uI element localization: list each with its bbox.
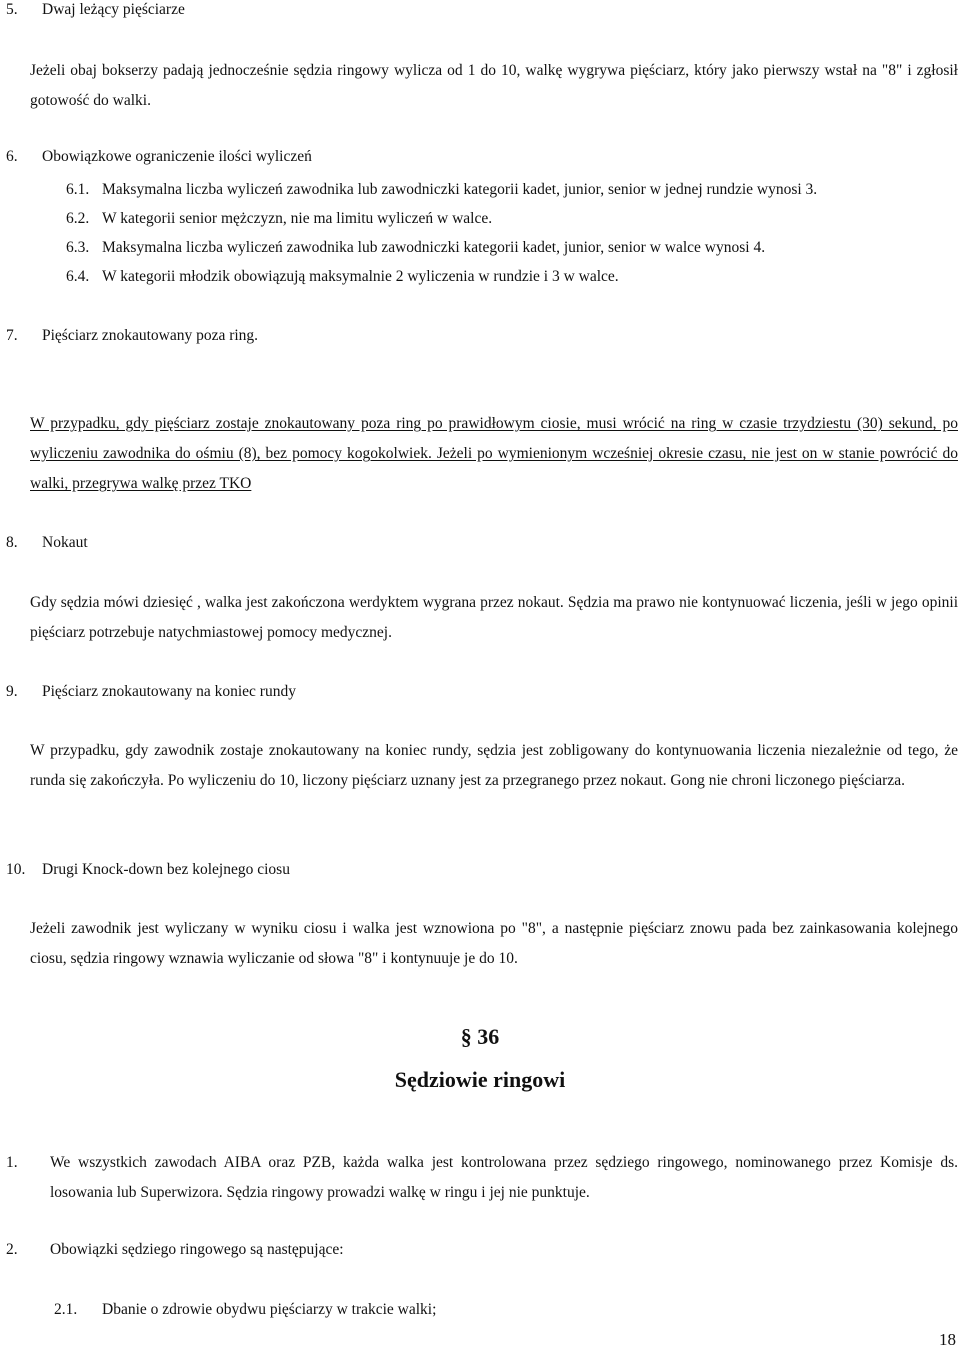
section-5-heading (6, 0, 185, 20)
section-7-heading (6, 326, 258, 346)
section-number: 9. (6, 683, 18, 700)
section-number: 10. (6, 861, 26, 878)
section-10-paragraph: Jeżeli zawodnik jest wyliczany w wyniku ciosu i walka jest wznowiona po "8", a następnie pięściarz znowu pada bez zainkasowania kolejnego ciosu, sędzia ringowy wznawia wyliczanie od słowa "8" i kontynuuje je do 10. (30, 920, 958, 967)
section-10-heading (6, 860, 290, 880)
item-number: 2.1. (54, 1301, 78, 1318)
section-8-heading (6, 533, 88, 553)
list-item-6-2 (66, 209, 492, 229)
section-9-heading (6, 682, 296, 702)
section-title: Obowiązkowe ograniczenie ilości wyliczeń (42, 148, 312, 165)
item-text: Maksymalna liczba wyliczeń zawodnika lub zawodniczki kategorii kadet, junior, senior w walce wynosi 4. (102, 239, 766, 256)
section-number: 7. (6, 327, 18, 344)
chapter-item-2 (6, 1240, 344, 1260)
item-text: W kategorii senior mężczyzn, nie ma limitu wyliczeń w walce. (102, 210, 493, 227)
list-item-6-4 (66, 267, 619, 287)
section-9-paragraph: W przypadku, gdy zawodnik zostaje znokautowany na koniec rundy, sędzia jest zobligowany do kontynuowania liczenia niezależnie od tego, że runda się zakończyła. Po wyliczeniu do 10, liczony pięściarz uznany jest za przegranego przez nokaut. Gong nie chroni liczonego pięściarza. (30, 742, 958, 789)
list-item-6-1 (66, 180, 817, 200)
item-text: Obowiązki sędziego ringowego są następujące: (50, 1241, 344, 1258)
item-number: 6.4. (66, 268, 90, 285)
section-title: Pięściarz znokautowany poza ring. (42, 327, 259, 344)
section-title: Pięściarz znokautowany na koniec rundy (42, 683, 296, 700)
item-text: Maksymalna liczba wyliczeń zawodnika lub zawodniczki kategorii kadet, junior, senior w jednej rundzie wynosi 3. (102, 181, 818, 198)
item-number: 6.3. (66, 239, 90, 256)
section-7-paragraph: W przypadku, gdy pięściarz zostaje znokautowany poza ring po prawidłowym ciosie, musi wrócić na ring w czasie trzydziestu (30) sekund, po wyliczeniu zawodnika do ośmiu (8), bez pomocy kogokolwiek. Jeżeli po wymienionym wcześniej okresie czasu, nie jest on w stanie powrócić do walki, przegrywa walkę przez TKO (30, 415, 958, 492)
section-8-paragraph: Gdy sędzia mówi dziesięć , walka jest zakończona werdyktem wygrana przez nokaut. Sędzia ma prawo nie kontynuować liczenia, jeśli w jego opinii pięściarz potrzebuje natychmiastowej pomocy medycznej. (30, 594, 958, 641)
item-number: 6.1. (66, 181, 90, 198)
chapter-item-1-number: 1. (6, 1154, 18, 1171)
chapter-subitem-2-1 (54, 1300, 436, 1320)
item-text: W kategorii młodzik obowiązują maksymalnie 2 wyliczenia w rundzie i 3 w walce. (102, 268, 619, 285)
chapter-item-1-paragraph: We wszystkich zawodach AIBA oraz PZB, każda walka jest kontrolowana przez sędziego ringowego, nominowanego przez Komisje ds. losowania lub Superwizora. Sędzia ringowy prowadzi walkę w ringu i jej nie punktuje. (50, 1154, 958, 1201)
section-5-paragraph: Jeżeli obaj bokserzy padają jednocześnie sędzia ringowy wylicza od 1 do 10, walkę wygrywa pięściarz, który jako pierwszy wstał na "8" i zgłosił gotowość do walki. (30, 62, 958, 109)
section-number: 5. (6, 1, 18, 18)
list-item-6-3 (66, 238, 765, 258)
section-title: Dwaj leżący pięściarze (42, 1, 185, 18)
chapter-title: Sędziowie ringowi (394, 1067, 566, 1092)
paragraph-mark: § 36 (460, 1024, 500, 1049)
item-number: 2. (6, 1241, 18, 1258)
section-title: Nokaut (42, 534, 88, 551)
page-number: 18 (939, 1330, 956, 1349)
section-number: 8. (6, 534, 18, 551)
section-title: Drugi Knock-down bez kolejnego ciosu (42, 861, 290, 878)
item-number: 6.2. (66, 210, 90, 227)
section-6-heading (6, 147, 312, 167)
item-text: Dbanie o zdrowie obydwu pięściarzy w trakcie walki; (102, 1301, 437, 1318)
section-number: 6. (6, 148, 18, 165)
